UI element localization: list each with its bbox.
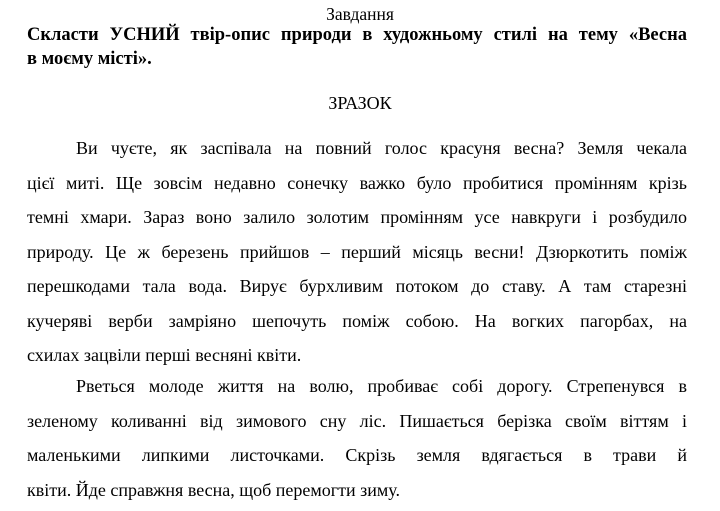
paragraph-line: природу. Це ж березень прийшов – перший місяць весни! Дзюркотить поміж: [27, 241, 687, 262]
paragraph-line: зеленому коливанні від зимового сну ліс. Пишається берізка своїм віттям і: [27, 410, 687, 431]
paragraph-line: кучеряві верби замріяно шепочуть поміж собою. На вогких пагорбах, на: [27, 310, 687, 331]
sample-heading: ЗРАЗОК: [328, 93, 392, 113]
paragraph-2: [27, 369, 687, 507]
paragraph-line: цієї миті. Ще зовсім недавно сонечку важко було пробитися промінням крізь: [27, 172, 687, 193]
paragraph-line: квіти. Йде справжня весна, щоб перемогти зиму.: [27, 479, 401, 500]
paragraph-line: Ви чуєте, як заспівала на повний голос красуня весна? Земля чекала: [76, 138, 687, 158]
paragraph-1: [27, 131, 687, 373]
paragraph-line: перешкодами тала вода. Вирує бурхливим потоком до ставу. А там старезні: [27, 276, 687, 296]
paragraph-line: темні хмари. Зараз воно залило золотим промінням усе навкруги і розбудило: [27, 207, 687, 227]
paragraph-line: Рветься молоде життя на волю, пробиває собі дорогу. Стрепенувся в: [76, 376, 687, 396]
task-text-line: Скласти УСНИЙ твір-опис природи в художньому стилі на тему «Весна: [27, 25, 687, 45]
paragraph-line: схилах зацвіли перші весняні квіти.: [27, 345, 302, 365]
task-heading: Завдання: [326, 4, 394, 24]
task-text-line: в моєму місті».: [27, 49, 152, 69]
paragraph-line: маленькими липкими листочками. Скрізь земля вдягається в трави й: [27, 445, 687, 465]
task-text: [27, 23, 687, 71]
